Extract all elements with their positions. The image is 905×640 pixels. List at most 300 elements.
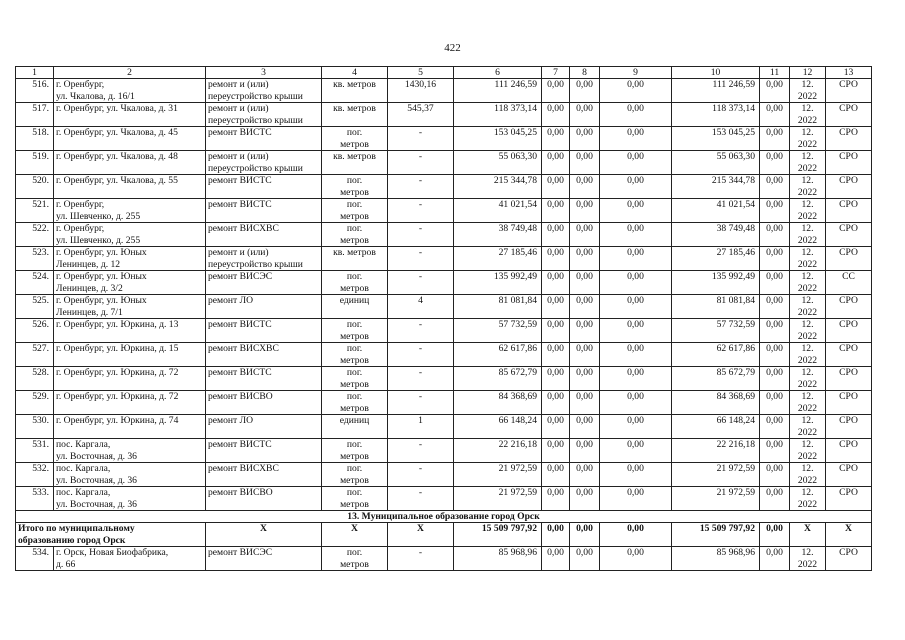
deadline-cell	[790, 319, 826, 343]
address-cell-line: Ленинцев, д. 7/1	[56, 306, 123, 318]
total-cost-cell: 153 045,25	[454, 127, 542, 151]
value-cell: 0,00	[570, 547, 600, 571]
deadline-cell-line: 12.	[801, 391, 814, 402]
address-cell-line: г. Оренбург, ул. Юных	[56, 247, 147, 258]
deadline-cell-line: 2022	[797, 90, 818, 102]
unit-cell-line: пог.	[346, 223, 363, 234]
unit-cell	[322, 487, 388, 511]
fund-cost-cell: 111 246,59	[672, 79, 760, 103]
fund-cost-cell: 27 185,46	[672, 247, 760, 271]
unit-cell-line: метров	[340, 210, 369, 222]
value-cell: 0,00	[542, 415, 570, 439]
work-type-cell-line: ремонт ВИСЭС	[208, 271, 273, 282]
unit-cell-line: пог.	[346, 343, 363, 354]
total-cost-cell: 55 063,30	[454, 151, 542, 175]
value-cell: 0,00	[570, 103, 600, 127]
row-number: 525.	[16, 295, 54, 319]
total-label-line: образованию город Орск	[18, 534, 126, 546]
table-row	[16, 247, 872, 271]
table-row	[16, 103, 872, 127]
value-cell: 0,00	[542, 151, 570, 175]
value-cell: 0,00	[542, 343, 570, 367]
deadline-cell-line: 2022	[797, 114, 818, 126]
deadline-cell-line: 12.	[801, 487, 814, 498]
address-cell-line: пос. Каргала,	[56, 463, 111, 474]
column-number: 13	[826, 67, 872, 79]
total-value-cell: 15 509 797,92	[454, 523, 542, 547]
address-cell-line: г. Оренбург,	[56, 199, 105, 210]
quantity-cell: -	[388, 271, 454, 295]
value-cell: 0,00	[600, 367, 672, 391]
unit-cell-line: метров	[340, 354, 369, 366]
work-type-cell-line: ремонт ВИСТС	[208, 367, 272, 378]
address-cell	[54, 415, 206, 439]
value-cell: 0,00	[570, 463, 600, 487]
work-type-cell	[206, 223, 322, 247]
address-cell-line: г. Оренбург, ул. Чкалова, д. 55	[56, 175, 178, 186]
work-type-cell-line: ремонт ВИСТС	[208, 199, 272, 210]
value-cell: 0,00	[600, 463, 672, 487]
column-number: 4	[322, 67, 388, 79]
table-row	[16, 127, 872, 151]
value-cell: 0,00	[760, 547, 790, 571]
row-number: 523.	[16, 247, 54, 271]
address-cell-line: г. Оренбург, ул. Юных	[56, 271, 147, 282]
row-number: 534.	[16, 547, 54, 571]
work-type-cell-line: переустройство крыши	[208, 162, 303, 174]
column-number: 8	[570, 67, 600, 79]
address-cell-line: Ленинцев, д. 3/2	[56, 282, 123, 294]
work-type-cell	[206, 319, 322, 343]
row-number: 531.	[16, 439, 54, 463]
value-cell: 0,00	[570, 415, 600, 439]
work-type-cell-line: ремонт ВИСХВС	[208, 223, 279, 234]
total-cost-cell: 41 021,54	[454, 199, 542, 223]
fund-cost-cell: 38 749,48	[672, 223, 760, 247]
value-cell: 0,00	[760, 391, 790, 415]
unit-cell	[322, 127, 388, 151]
address-cell	[54, 223, 206, 247]
column-number: 9	[600, 67, 672, 79]
work-type-cell	[206, 463, 322, 487]
total-cost-cell: 118 373,14	[454, 103, 542, 127]
address-cell	[54, 199, 206, 223]
row-number: 526.	[16, 319, 54, 343]
method-cell: СРО	[826, 367, 872, 391]
value-cell: 0,00	[600, 247, 672, 271]
method-cell: СРО	[826, 463, 872, 487]
work-type-cell-line: ремонт ЛО	[208, 295, 254, 306]
value-cell: 0,00	[600, 391, 672, 415]
address-cell-line: ул. Восточная, д. 36	[56, 474, 137, 486]
unit-cell-line: пог.	[346, 439, 363, 450]
total-cost-cell: 38 749,48	[454, 223, 542, 247]
address-cell	[54, 367, 206, 391]
method-cell: СРО	[826, 199, 872, 223]
unit-cell-line: пог.	[346, 391, 363, 402]
value-cell: 0,00	[760, 223, 790, 247]
total-value-cell: 0,00	[570, 523, 600, 547]
deadline-cell	[790, 415, 826, 439]
total-label-line: Итого по муниципальному	[18, 523, 135, 534]
deadline-cell	[790, 391, 826, 415]
total-cost-cell: 85 968,96	[454, 547, 542, 571]
unit-cell	[322, 223, 388, 247]
registry-table	[15, 66, 872, 571]
address-cell-line: д. 66	[56, 558, 76, 570]
deadline-cell	[790, 247, 826, 271]
fund-cost-cell: 84 368,69	[672, 391, 760, 415]
value-cell: 0,00	[542, 391, 570, 415]
table-row	[16, 223, 872, 247]
unit-cell	[322, 103, 388, 127]
table-row	[16, 271, 872, 295]
quantity-cell: 1	[388, 415, 454, 439]
method-cell: СРО	[826, 151, 872, 175]
work-type-cell	[206, 151, 322, 175]
total-cost-cell: 21 972,59	[454, 487, 542, 511]
fund-cost-cell: 135 992,49	[672, 271, 760, 295]
quantity-cell: -	[388, 547, 454, 571]
work-type-cell	[206, 79, 322, 103]
unit-cell-line: метров	[340, 378, 369, 390]
value-cell: 0,00	[600, 127, 672, 151]
unit-cell	[322, 199, 388, 223]
work-type-cell-line: ремонт ВИСЭС	[208, 547, 273, 558]
address-cell	[54, 103, 206, 127]
unit-cell-line: кв. метров	[333, 247, 376, 258]
value-cell: 0,00	[760, 415, 790, 439]
fund-cost-cell: 22 216,18	[672, 439, 760, 463]
deadline-cell-line: 2022	[797, 402, 818, 414]
deadline-cell	[790, 367, 826, 391]
address-cell-line: г. Оренбург, ул. Юркина, д. 13	[56, 319, 179, 330]
deadline-cell	[790, 343, 826, 367]
deadline-cell-line: 2022	[797, 186, 818, 198]
method-cell: СС	[826, 271, 872, 295]
method-cell: СРО	[826, 79, 872, 103]
total-cost-cell: 27 185,46	[454, 247, 542, 271]
address-cell	[54, 295, 206, 319]
method-cell: СРО	[826, 439, 872, 463]
address-cell-line: г. Оренбург, ул. Юных	[56, 295, 147, 306]
method-cell: СРО	[826, 415, 872, 439]
deadline-cell	[790, 151, 826, 175]
work-type-cell	[206, 271, 322, 295]
address-cell-line: г. Оренбург, ул. Юркина, д. 74	[56, 415, 179, 426]
quantity-cell: -	[388, 175, 454, 199]
value-cell: 0,00	[570, 319, 600, 343]
address-cell-line: г. Оренбург, ул. Чкалова, д. 45	[56, 127, 178, 138]
unit-cell-line: пог.	[346, 547, 363, 558]
total-cost-cell: 215 344,78	[454, 175, 542, 199]
address-cell-line: ул. Шевченко, д. 255	[56, 234, 141, 246]
fund-cost-cell: 21 972,59	[672, 487, 760, 511]
unit-cell-line: пог.	[346, 367, 363, 378]
value-cell: 0,00	[600, 295, 672, 319]
work-type-cell	[206, 127, 322, 151]
deadline-cell-line: 2022	[797, 162, 818, 174]
unit-cell-line: пог.	[346, 127, 363, 138]
unit-cell-line: метров	[340, 558, 369, 570]
quantity-cell: 1430,16	[388, 79, 454, 103]
method-cell: СРО	[826, 547, 872, 571]
value-cell: 0,00	[542, 223, 570, 247]
total-value-cell: X	[388, 523, 454, 547]
unit-cell-line: единиц	[339, 415, 370, 426]
value-cell: 0,00	[600, 79, 672, 103]
total-value-cell: 0,00	[542, 523, 570, 547]
row-number: 517.	[16, 103, 54, 127]
unit-cell-line: метров	[340, 498, 369, 510]
deadline-cell-line: 2022	[797, 354, 818, 366]
value-cell: 0,00	[600, 415, 672, 439]
unit-cell-line: метров	[340, 138, 369, 150]
method-cell: СРО	[826, 295, 872, 319]
address-cell	[54, 247, 206, 271]
row-number: 528.	[16, 367, 54, 391]
value-cell: 0,00	[570, 343, 600, 367]
row-number: 530.	[16, 415, 54, 439]
value-cell: 0,00	[760, 175, 790, 199]
value-cell: 0,00	[542, 295, 570, 319]
address-cell	[54, 79, 206, 103]
address-cell-line: пос. Каргала,	[56, 439, 111, 450]
unit-cell-line: пог.	[346, 319, 363, 330]
deadline-cell-line: 12.	[801, 439, 814, 450]
address-cell	[54, 343, 206, 367]
table-row	[16, 319, 872, 343]
address-cell-line: г. Оренбург, ул. Юркина, д. 72	[56, 391, 179, 402]
deadline-cell	[790, 103, 826, 127]
total-cost-cell: 22 216,18	[454, 439, 542, 463]
address-cell	[54, 175, 206, 199]
total-cost-cell: 21 972,59	[454, 463, 542, 487]
address-cell-line: пос. Каргала,	[56, 487, 111, 498]
fund-cost-cell: 215 344,78	[672, 175, 760, 199]
value-cell: 0,00	[570, 487, 600, 511]
address-cell	[54, 487, 206, 511]
address-cell-line: ул. Восточная, д. 36	[56, 498, 137, 510]
row-number: 532.	[16, 463, 54, 487]
work-type-cell	[206, 247, 322, 271]
deadline-cell-line: 12.	[801, 319, 814, 330]
total-value-cell: X	[322, 523, 388, 547]
total-value-cell: X	[206, 523, 322, 547]
unit-cell-line: пог.	[346, 199, 363, 210]
value-cell: 0,00	[600, 343, 672, 367]
unit-cell-line: метров	[340, 186, 369, 198]
section-heading-row	[16, 511, 872, 523]
column-number: 10	[672, 67, 760, 79]
work-type-cell-line: переустройство крыши	[208, 258, 303, 270]
quantity-cell: -	[388, 391, 454, 415]
value-cell: 0,00	[570, 223, 600, 247]
total-cost-cell: 135 992,49	[454, 271, 542, 295]
value-cell: 0,00	[542, 175, 570, 199]
address-cell-line: г. Оренбург, ул. Юркина, д. 15	[56, 343, 179, 354]
method-cell: СРО	[826, 487, 872, 511]
value-cell: 0,00	[600, 487, 672, 511]
unit-cell	[322, 271, 388, 295]
method-cell: СРО	[826, 319, 872, 343]
work-type-cell-line: ремонт ВИСХВС	[208, 463, 279, 474]
address-cell	[54, 391, 206, 415]
total-cost-cell: 111 246,59	[454, 79, 542, 103]
total-value-cell: 0,00	[760, 523, 790, 547]
total-value-cell: X	[790, 523, 826, 547]
fund-cost-cell: 66 148,24	[672, 415, 760, 439]
quantity-cell: -	[388, 439, 454, 463]
quantity-cell: -	[388, 199, 454, 223]
total-value-cell: X	[826, 523, 872, 547]
value-cell: 0,00	[542, 199, 570, 223]
work-type-cell	[206, 439, 322, 463]
quantity-cell: -	[388, 367, 454, 391]
value-cell: 0,00	[542, 127, 570, 151]
unit-cell-line: кв. метров	[333, 79, 376, 90]
total-value-cell: 0,00	[600, 523, 672, 547]
deadline-cell	[790, 463, 826, 487]
value-cell: 0,00	[600, 103, 672, 127]
deadline-cell-line: 12.	[801, 127, 814, 138]
fund-cost-cell: 81 081,84	[672, 295, 760, 319]
row-number: 519.	[16, 151, 54, 175]
deadline-cell-line: 12.	[801, 103, 814, 114]
address-cell-line: ул. Шевченко, д. 255	[56, 210, 141, 222]
fund-cost-cell: 62 617,86	[672, 343, 760, 367]
work-type-cell-line: ремонт и (или)	[208, 151, 269, 162]
unit-cell-line: метров	[340, 234, 369, 246]
value-cell: 0,00	[542, 487, 570, 511]
row-number: 524.	[16, 271, 54, 295]
unit-cell	[322, 415, 388, 439]
value-cell: 0,00	[760, 439, 790, 463]
value-cell: 0,00	[600, 547, 672, 571]
row-number: 529.	[16, 391, 54, 415]
row-number: 533.	[16, 487, 54, 511]
value-cell: 0,00	[600, 199, 672, 223]
deadline-cell	[790, 271, 826, 295]
row-number: 527.	[16, 343, 54, 367]
deadline-cell-line: 12.	[801, 295, 814, 306]
work-type-cell	[206, 295, 322, 319]
table-row	[16, 151, 872, 175]
table-row	[16, 295, 872, 319]
deadline-cell-line: 2022	[797, 450, 818, 462]
unit-cell	[322, 175, 388, 199]
deadline-cell-line: 2022	[797, 330, 818, 342]
work-type-cell-line: ремонт ВИСВО	[208, 487, 273, 498]
work-type-cell-line: ремонт ВИСТС	[208, 175, 272, 186]
address-cell-line: г. Оренбург, ул. Юркина, д. 72	[56, 367, 179, 378]
total-cost-cell: 66 148,24	[454, 415, 542, 439]
address-cell	[54, 463, 206, 487]
value-cell: 0,00	[760, 151, 790, 175]
deadline-cell-line: 2022	[797, 558, 818, 570]
value-cell: 0,00	[570, 199, 600, 223]
method-cell: СРО	[826, 175, 872, 199]
method-cell: СРО	[826, 343, 872, 367]
fund-cost-cell: 21 972,59	[672, 463, 760, 487]
unit-cell	[322, 295, 388, 319]
value-cell: 0,00	[542, 247, 570, 271]
deadline-cell-line: 2022	[797, 138, 818, 150]
address-cell-line: ул. Чкалова, д. 16/1	[56, 90, 135, 102]
deadline-cell-line: 12.	[801, 175, 814, 186]
total-cost-cell: 84 368,69	[454, 391, 542, 415]
value-cell: 0,00	[600, 319, 672, 343]
deadline-cell-line: 12.	[801, 79, 814, 90]
value-cell: 0,00	[570, 391, 600, 415]
unit-cell	[322, 247, 388, 271]
work-type-cell-line: ремонт и (или)	[208, 247, 269, 258]
column-number: 2	[54, 67, 206, 79]
table-row	[16, 439, 872, 463]
work-type-cell-line: ремонт и (или)	[208, 103, 269, 114]
work-type-cell	[206, 103, 322, 127]
unit-cell-line: метров	[340, 474, 369, 486]
unit-cell	[322, 343, 388, 367]
value-cell: 0,00	[570, 127, 600, 151]
fund-cost-cell: 153 045,25	[672, 127, 760, 151]
unit-cell	[322, 79, 388, 103]
deadline-cell	[790, 175, 826, 199]
work-type-cell	[206, 487, 322, 511]
unit-cell-line: единиц	[339, 295, 370, 306]
column-number: 3	[206, 67, 322, 79]
fund-cost-cell: 55 063,30	[672, 151, 760, 175]
work-type-cell	[206, 415, 322, 439]
method-cell: СРО	[826, 247, 872, 271]
value-cell: 0,00	[542, 439, 570, 463]
work-type-cell-line: ремонт ВИСТС	[208, 439, 272, 450]
deadline-cell-line: 12.	[801, 151, 814, 162]
unit-cell-line: метров	[340, 402, 369, 414]
address-cell	[54, 271, 206, 295]
total-row	[16, 523, 872, 547]
row-number: 522.	[16, 223, 54, 247]
unit-cell-line: кв. метров	[333, 151, 376, 162]
value-cell: 0,00	[570, 247, 600, 271]
value-cell: 0,00	[542, 319, 570, 343]
quantity-cell: -	[388, 463, 454, 487]
unit-cell-line: пог.	[346, 271, 363, 282]
value-cell: 0,00	[570, 439, 600, 463]
value-cell: 0,00	[542, 271, 570, 295]
fund-cost-cell: 85 672,79	[672, 367, 760, 391]
quantity-cell: -	[388, 127, 454, 151]
value-cell: 0,00	[760, 79, 790, 103]
table-row	[16, 391, 872, 415]
deadline-cell	[790, 547, 826, 571]
quantity-cell: 4	[388, 295, 454, 319]
address-cell	[54, 151, 206, 175]
unit-cell	[322, 319, 388, 343]
value-cell: 0,00	[760, 103, 790, 127]
value-cell: 0,00	[542, 367, 570, 391]
value-cell: 0,00	[600, 223, 672, 247]
value-cell: 0,00	[760, 199, 790, 223]
fund-cost-cell: 118 373,14	[672, 103, 760, 127]
work-type-cell-line: переустройство крыши	[208, 90, 303, 102]
value-cell: 0,00	[760, 127, 790, 151]
work-type-cell-line: ремонт ВИСХВС	[208, 343, 279, 354]
deadline-cell-line: 2022	[797, 306, 818, 318]
value-cell: 0,00	[600, 151, 672, 175]
total-cost-cell: 62 617,86	[454, 343, 542, 367]
value-cell: 0,00	[760, 271, 790, 295]
